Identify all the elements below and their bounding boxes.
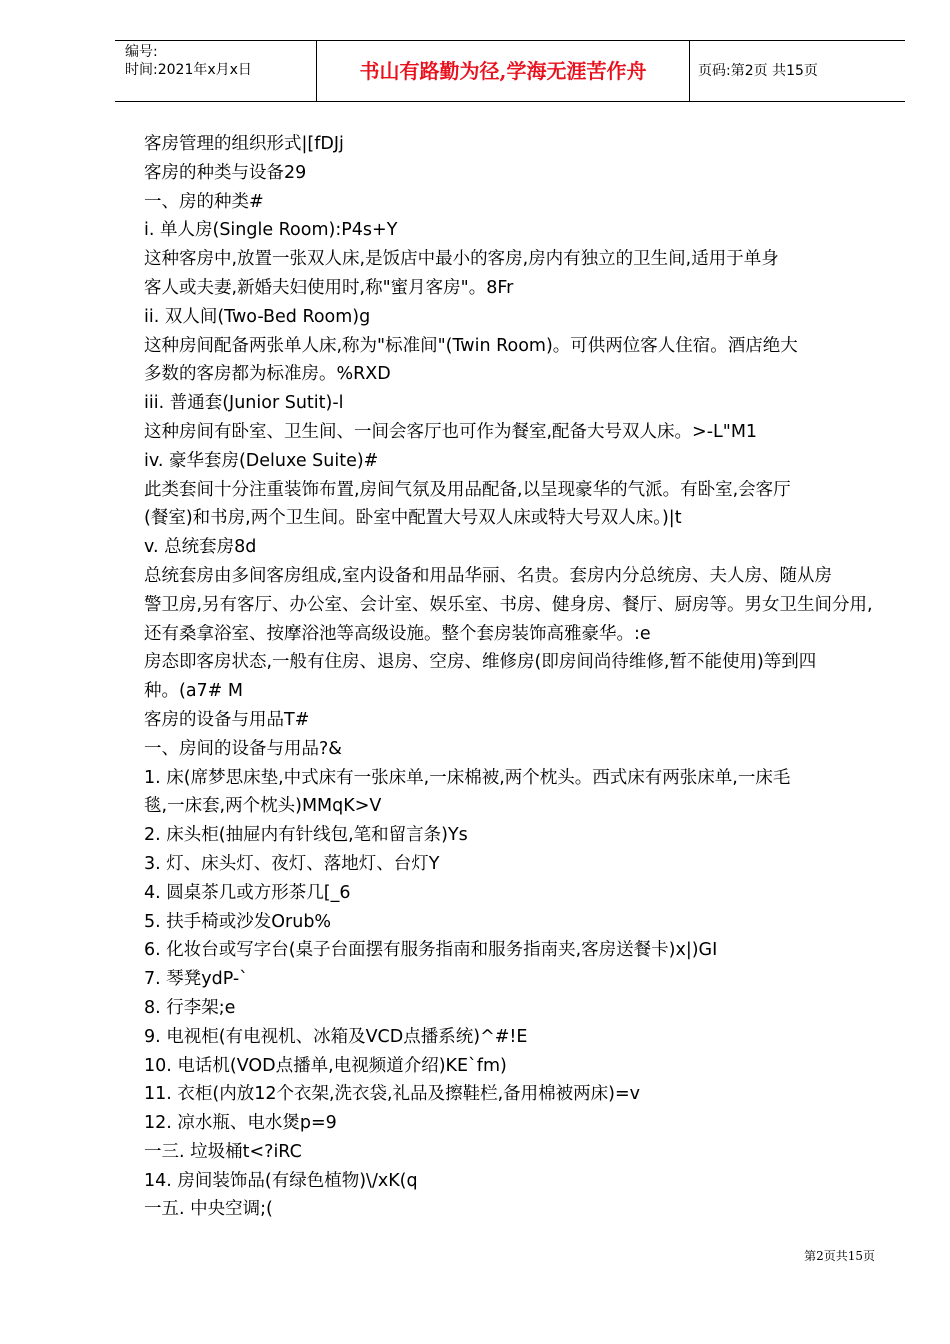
body-line: 客人或夫妻,新婚夫妇使用时,称"蜜月客房"。8Fr (144, 277, 514, 298)
header-page-cell (690, 41, 905, 101)
body-line: (餐室)和书房,两个卫生间。卧室中配置大号双人床或特大号双人床。)|t (144, 508, 682, 529)
body-line: 客房管理的组织形式|[fDJj (144, 134, 344, 154)
body-line: ii. 双人间(Two-Bed Room)g (144, 306, 371, 327)
body-line: 12. 凉水瓶、电水煲p=9 (144, 1113, 337, 1134)
body-line: 这种房间配备两张单人床,称为"标准间"(Twin Room)。可供两位客人住宿。酒店绝大 (144, 335, 798, 356)
body-line: 总统套房由多间客房组成,室内设备和用品华丽、名贵。套房内分总统房、夫人房、随从房 (144, 565, 833, 586)
body-line: 此类套间十分注重装饰布置,房间气氛及用品配备,以呈现豪华的气派。有卧室,会客厅 (144, 479, 791, 500)
body-line: 10. 电话机(VOD点播单,电视频道介绍)KE`fm) (144, 1055, 507, 1076)
header-page-info: 页码:第2页 共15页 (698, 63, 818, 79)
body-line: 3. 灯、床头灯、夜灯、落地灯、台灯Y (144, 853, 440, 874)
body-line: 7. 琴凳ydP-` (144, 969, 248, 990)
page-footer-number: 第2页共15页 (804, 1249, 875, 1263)
body-line: 客房的种类与设备29 (144, 162, 307, 183)
body-line: 6. 化妆台或写字台(桌子台面摆有服务指南和服务指南夹,客房送餐卡)x|)GI (144, 940, 718, 961)
body-line: 5. 扶手椅或沙发Orub% (144, 911, 332, 932)
body-line: 警卫房,另有客厅、办公室、会计室、娱乐室、书房、健身房、餐厅、厨房等。男女卫生间分用, (144, 594, 873, 615)
document-time-label: 时间:2021年x月x日 (125, 62, 252, 78)
body-line: 毯,一床套,两个枕头)MMqK>V (144, 796, 382, 817)
body-line: i. 单人房(Single Room):P4s+Y (144, 220, 398, 241)
header-meta-cell (115, 41, 317, 101)
body-line: 4. 圆桌茶几或方形茶几[_6 (144, 882, 351, 903)
body-line: 8. 行李架;e (144, 997, 236, 1018)
document-body (144, 130, 886, 1224)
body-line: 9. 电视柜(有电视机、冰箱及VCD点播系统)^#!E (144, 1026, 528, 1047)
body-line: 一五. 中央空调;( (144, 1199, 273, 1220)
body-line: 客房的设备与用品T# (144, 709, 310, 730)
body-line: 还有桑拿浴室、按摩浴池等高级设施。整个套房装饰高雅豪华。:e (144, 623, 651, 644)
document-number-label: 编号: (125, 44, 158, 60)
body-line: 14. 房间装饰品(有绿色植物)\/xK(q (144, 1170, 418, 1191)
body-line: 种。(a7# M (144, 681, 244, 702)
body-line: iv. 豪华套房(Deluxe Suite)# (144, 450, 379, 471)
body-line: 11. 衣柜(内放12个衣架,洗衣袋,礼品及擦鞋栏,备用棉被两床)=v (144, 1084, 641, 1105)
body-line: 一、房间的设备与用品?& (144, 738, 342, 759)
header-motto: 书山有路勤为径,学海无涯苦作舟 (359, 59, 647, 83)
body-line: v. 总统套房8d (144, 537, 257, 558)
page-header (115, 40, 905, 102)
header-motto-cell (317, 41, 690, 101)
body-line: 1. 床(席梦思床垫,中式床有一张床单,一床棉被,两个枕头。西式床有两张床单,一床毛 (144, 767, 791, 788)
body-line: 一、房的种类# (144, 191, 264, 212)
body-line: 一三. 垃圾桶t<?iRC (144, 1141, 302, 1162)
body-line: 这种房间有卧室、卫生间、一间会客厅也可作为餐室,配备大号双人床。>-L"M1 (144, 421, 758, 442)
body-line: 这种客房中,放置一张双人床,是饭店中最小的客房,房内有独立的卫生间,适用于单身 (144, 249, 779, 270)
body-line: 多数的客房都为标准房。%RXD (144, 364, 391, 385)
body-line: iii. 普通套(Junior Sutit)-l (144, 393, 344, 414)
body-line: 房态即客房状态,一般有住房、退房、空房、维修房(即房间尚待维修,暂不能使用)等到四 (144, 652, 817, 673)
body-line: 2. 床头柜(抽屉内有针线包,笔和留言条)Ys (144, 825, 468, 846)
